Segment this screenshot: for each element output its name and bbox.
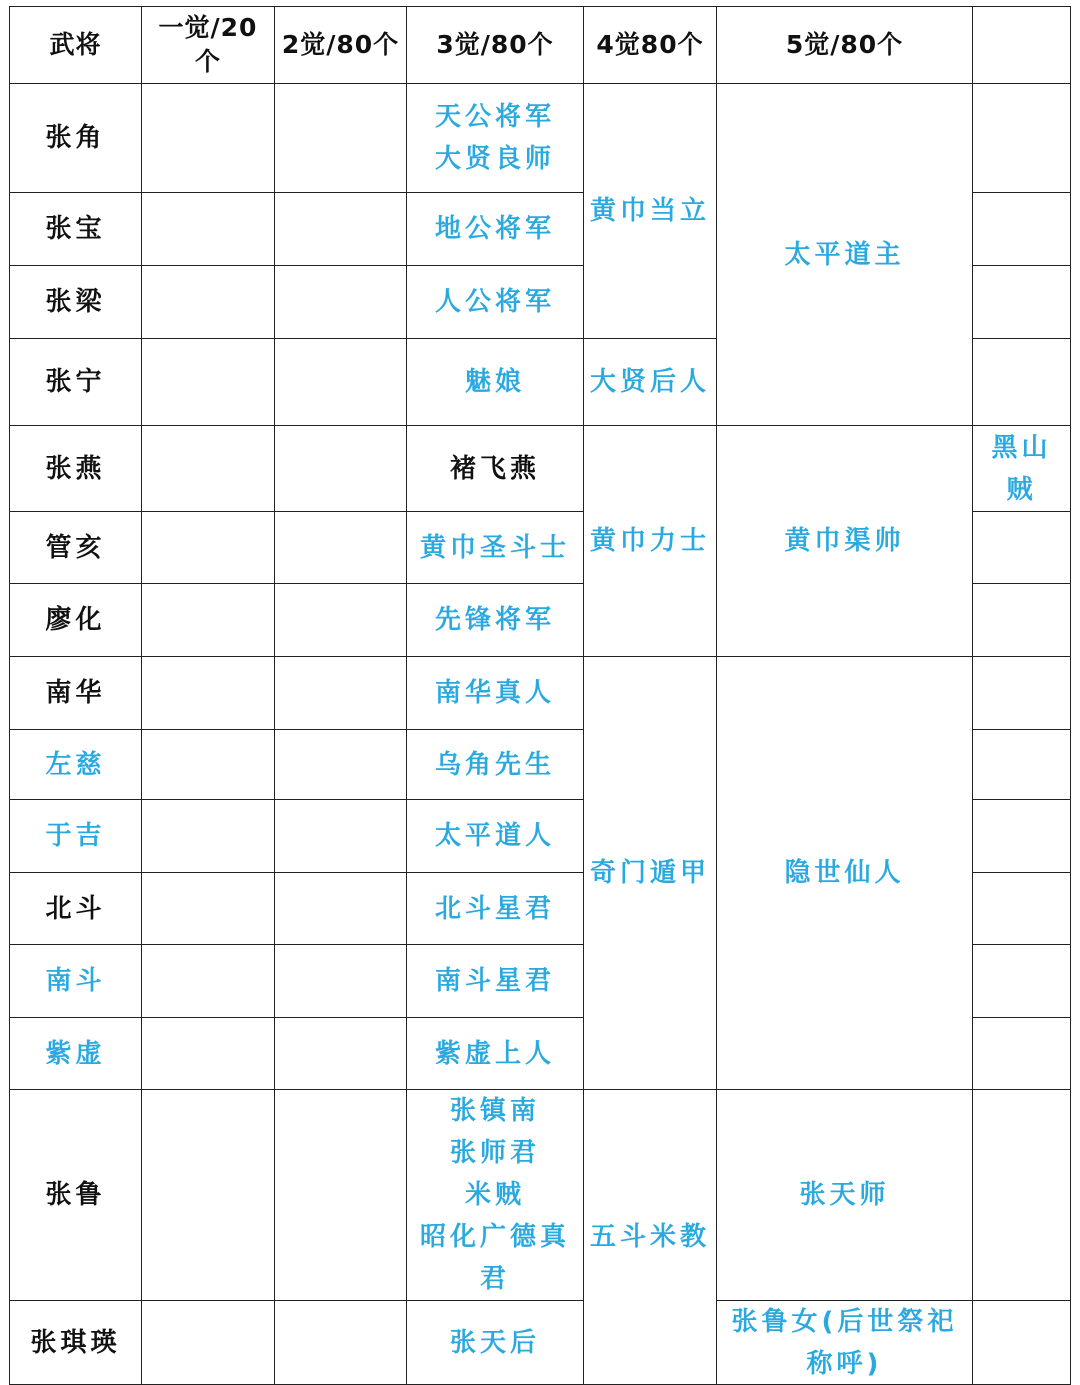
awaken-1-cell — [142, 1018, 275, 1090]
awaken-1-cell — [142, 800, 275, 873]
extra-title — [973, 1090, 1071, 1301]
awaken-3-title: 张镇南 张师君 米贼 昭化广德真君 — [407, 1090, 584, 1301]
awaken-2-cell — [275, 945, 407, 1018]
awaken-5-title: 黄巾渠帅 — [717, 426, 973, 657]
awaken-2-cell — [275, 873, 407, 945]
awaken-3-title: 北斗星君 — [407, 873, 584, 945]
awaken-5-title: 张鲁女(后世祭祀称呼) — [717, 1301, 973, 1385]
awaken-3-title: 人公将军 — [407, 266, 584, 339]
extra-title — [973, 84, 1071, 193]
extra-title — [973, 193, 1071, 266]
extra-title — [973, 266, 1071, 339]
awaken-1-cell — [142, 84, 275, 193]
awaken-5-title: 太平道主 — [717, 84, 973, 426]
awaken-1-cell — [142, 512, 275, 584]
awaken-2-cell — [275, 730, 407, 800]
awaken-2-cell — [275, 426, 407, 512]
awaken-4-title: 黄巾当立 — [584, 84, 717, 339]
extra-title — [973, 730, 1071, 800]
awaken-1-cell — [142, 730, 275, 800]
general-name: 紫虚 — [9, 1018, 142, 1090]
awaken-4-title: 五斗米教 — [584, 1090, 717, 1385]
awaken-1-cell — [142, 657, 275, 730]
awaken-1-cell — [142, 339, 275, 426]
awaken-4-title: 大贤后人 — [584, 339, 717, 426]
awaken-3-title: 紫虚上人 — [407, 1018, 584, 1090]
awaken-3-title: 褚飞燕 — [407, 426, 584, 512]
extra-title — [973, 657, 1071, 730]
awaken-2-cell — [275, 84, 407, 193]
awaken-3-title: 魅娘 — [407, 339, 584, 426]
general-name: 张琪瑛 — [9, 1301, 142, 1385]
awaken-2-cell — [275, 512, 407, 584]
awaken-5-title: 张天师 — [717, 1090, 973, 1301]
extra-title — [973, 512, 1071, 584]
awaken-1-cell — [142, 945, 275, 1018]
header-awaken-3: 3觉/80个 — [407, 6, 584, 84]
awaken-3-title: 先锋将军 — [407, 584, 584, 657]
awaken-3-title: 乌角先生 — [407, 730, 584, 800]
extra-title: 黑山贼 — [973, 426, 1071, 512]
awaken-2-cell — [275, 266, 407, 339]
header-awaken-2: 2觉/80个 — [275, 6, 407, 84]
awaken-2-cell — [275, 1090, 407, 1301]
extra-title — [973, 339, 1071, 426]
awaken-5-title: 隐世仙人 — [717, 657, 973, 1090]
general-name: 左慈 — [9, 730, 142, 800]
extra-title — [973, 800, 1071, 873]
general-name: 南斗 — [9, 945, 142, 1018]
header-awaken-1: 一觉/20 个 — [142, 6, 275, 84]
awaken-2-cell — [275, 584, 407, 657]
general-name: 管亥 — [9, 512, 142, 584]
extra-title — [973, 1018, 1071, 1090]
general-name: 北斗 — [9, 873, 142, 945]
awaken-2-cell — [275, 193, 407, 266]
header-awaken-4: 4觉80个 — [584, 6, 717, 84]
header-general: 武将 — [9, 6, 142, 84]
awaken-2-cell — [275, 800, 407, 873]
general-name: 张宝 — [9, 193, 142, 266]
awaken-1-cell — [142, 584, 275, 657]
awaken-2-cell — [275, 1018, 407, 1090]
awaken-3-title: 太平道人 — [407, 800, 584, 873]
awaken-2-cell — [275, 1301, 407, 1385]
header-awaken-5: 5觉/80个 — [717, 6, 973, 84]
awaken-3-title: 南华真人 — [407, 657, 584, 730]
general-name: 张鲁 — [9, 1090, 142, 1301]
general-name: 张梁 — [9, 266, 142, 339]
awaken-1-cell — [142, 193, 275, 266]
awaken-1-cell — [142, 1090, 275, 1301]
awaken-1-cell — [142, 873, 275, 945]
header-extra — [973, 6, 1071, 84]
awaken-2-cell — [275, 339, 407, 426]
awaken-2-cell — [275, 657, 407, 730]
extra-title — [973, 945, 1071, 1018]
extra-title — [973, 584, 1071, 657]
general-name: 张燕 — [9, 426, 142, 512]
general-name: 张宁 — [9, 339, 142, 426]
general-name: 张角 — [9, 84, 142, 193]
awaken-3-title: 张天后 — [407, 1301, 584, 1385]
awaken-4-title: 奇门遁甲 — [584, 657, 717, 1090]
awaken-3-title: 南斗星君 — [407, 945, 584, 1018]
awaken-3-title: 天公将军 大贤良师 — [407, 84, 584, 193]
awaken-3-title: 地公将军 — [407, 193, 584, 266]
extra-title — [973, 873, 1071, 945]
awaken-4-title: 黄巾力士 — [584, 426, 717, 657]
general-name: 于吉 — [9, 800, 142, 873]
extra-title — [973, 1301, 1071, 1385]
awaken-1-cell — [142, 1301, 275, 1385]
awaken-3-title: 黄巾圣斗士 — [407, 512, 584, 584]
awaken-1-cell — [142, 426, 275, 512]
awaken-1-cell — [142, 266, 275, 339]
general-name: 廖化 — [9, 584, 142, 657]
general-name: 南华 — [9, 657, 142, 730]
